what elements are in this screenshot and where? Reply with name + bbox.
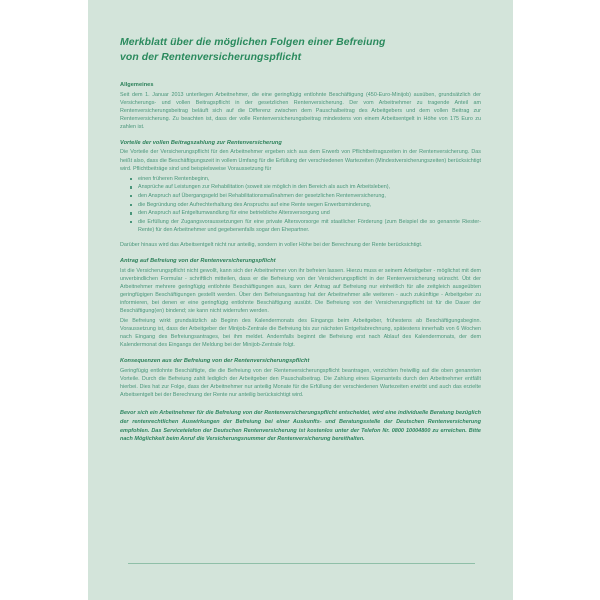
document-content [120, 36, 481, 444]
section-paragraph: Die Befreiung wirkt grundsätzlich ab Beginn des Kalendermonats des Eingangs beim Arbeitgeber, frühestens ab Beschäftigungsbeginn. Voraussetzung ist, dass der Arbeitgeber der Minijob-Zentrale die Befreiung bis zur nächsten Entgeltabrechnung, spätestens innerhalb von 6 Wochen nach Eingang des Befreiungsantrages, bei ihm meldet. Andernfalls beginnt die Befreiung erst nach Ablauf des Kalendermonats, der dem Kalendermonat des Eingangs der Meldung bei der Minijob-Zentrale folgt. [120, 318, 481, 349]
section-heading: Vorteile der vollen Beitragszahlung zur Rentenversicherung [120, 139, 282, 146]
section-paragraph: Seit dem 1. Januar 2013 unterliegen Arbeitnehmer, die eine geringfügig entlohnte Beschäftigung (450-Euro-Minijob) ausüben, grundsätzlich der Versicherungs- und vollen Beitragspflicht in der gesetzlichen Rentenversicherung. Der vom Arbeitnehmer zu tragende Anteil am Rentenversicherungsbeitrag beläuft sich auf die Differenz zwischen dem Pauschalbeitrag des Arbeitgebers und dem vollen Beitrag zur Rentenversicherung. Zu beachten ist, dass der volle Rentenversicherungsbeitrag mindestens von einem Arbeitsentgelt in Höhe von 175 Euro zu zahlen ist. [120, 91, 481, 130]
section-paragraph: Die Vorteile der Versicherungspflicht für den Arbeitnehmer ergeben sich aus dem Erwerb von Pflichtbeitragszeiten in der Rentenversicherung. Das heißt also, dass die Beschäftigungszeit in vollem Umfang für die Erfüllung der verschiedenen Wartezeiten (Mindestversicherungszeiten) berücksichtigt wird. Pflichtbeiträge sind und beispielsweise Voraussetzung für [120, 149, 481, 172]
page-title [120, 36, 481, 65]
section-paragraph: Darüber hinaus wird das Arbeitsentgelt nicht nur anteilig, sondern in voller Höhe bei der Berechnung der Rente berücksichtigt. [120, 241, 423, 248]
page-title-line-2: von der Rentenversicherungspflicht [120, 51, 302, 63]
section-konsequenzen [120, 357, 481, 399]
section-heading: Allgemeines [120, 82, 154, 88]
page-title-line-1: Merkblatt über die möglichen Folgen einer Befreiung [120, 37, 386, 48]
list-item: einen früheren Rentenbeginn, [130, 175, 481, 183]
footer-divider [128, 563, 475, 564]
section-vorteile [120, 139, 481, 249]
section-antrag [120, 257, 481, 349]
list-item: die Begründung oder Aufrechterhaltung des Anspruchs auf eine Rente wegen Erwerbsminderung, [130, 201, 481, 209]
list-item: die Erfüllung der Zugangsvoraussetzungen für eine private Altersvorsorge mit staatlicher Förderung (zum Beispiel die so genannte Riester-Rente) für den Arbeitnehmer und gegebenenfalls sogar den Ehepartner. [130, 218, 481, 234]
list-item: den Anspruch auf Übergangsgeld bei Rehabilitationsmaßnahmen der gesetzlichen Rentenversicherung, [130, 192, 481, 200]
document-page [88, 0, 513, 600]
section-heading: Antrag auf Befreiung von der Rentenversicherungspflicht [120, 258, 276, 264]
list-item: Ansprüche auf Leistungen zur Rehabilitation (soweit sie möglich in den Bereich als auch im Arbeitsleben), [130, 183, 481, 191]
advantages-list [120, 175, 481, 234]
section-paragraph: Ist die Versicherungspflicht nicht gewollt, kann sich der Arbeitnehmer von ihr befreien lassen. Hierzu muss er seinem Arbeitgeber - möglichst mit dem unverbindlichen Formular - schriftlich mitteilen, dass er die Befreiung von der Versicherungspflicht in der Rentenversicherung wünscht. Übt der Arbeitnehmer mehrere geringfügig entlohnte Beschäftigungen aus, kann der Antrag auf Befreiung nur einheitlich für alle zeitgleich ausgeübten geringfügigen Beschäftigungen gestellt werden. Über den Befreiungsantrag hat der Arbeitnehmer alle weiteren - auch zukünftige - Arbeitgeber zu informieren, bei denen er eine geringfügig entlohnte Beschäftigung ausübt. Die Befreiung von der Versicherungspflicht ist für die Dauer der Beschäftigung(en) bindend; sie kann nicht widerrufen werden. [120, 267, 481, 314]
closing-advice-paragraph: Bevor sich ein Arbeitnehmer für die Befreiung von der Rentenversicherungspflicht entscheidet, wird eine individuelle Beratung bezüglich der rentenrechtlichen Auswirkungen der Befreiung bei einer Auskunfts- und Beratungsstelle der Deutschen Rentenversicherung empfohlen. Das Servicetelefon der Deutschen Rentenversicherung ist kostenlos unter der Telefon Nr. 0800 10004800 zu erreichen. Bitte nach Möglichkeit beim Anruf die Versicherungsnummer der Rentenversicherung bereithalten. [120, 410, 481, 443]
section-allgemeines [120, 81, 481, 131]
section-paragraph: Geringfügig entlohnte Beschäftigte, die die Befreiung von der Rentenversicherungspflicht beantragen, verzichten freiwillig auf die oben genannten Vorteile. Durch die Befreiung zahlt lediglich der Arbeitgeber den Pauschalbeitrag. Die Zahlung eines Eigenanteils durch den Arbeitnehmer entfällt hierbei. Dies hat zur Folge, dass der Arbeitnehmer nur anteilig Monate für die Erfüllung der verschiedenen Wartezeiten erwirbt und auch das erzielte Arbeitsentgelt bei der Berechnung der Rente nur anteilig berücksichtigt wird. [120, 367, 481, 399]
section-heading: Konsequenzen aus der Befreiung von der Rentenversicherungspflicht [120, 358, 310, 365]
list-item: den Anspruch auf Entgeltumwandlung für eine betriebliche Altersversorgung und [130, 209, 481, 217]
